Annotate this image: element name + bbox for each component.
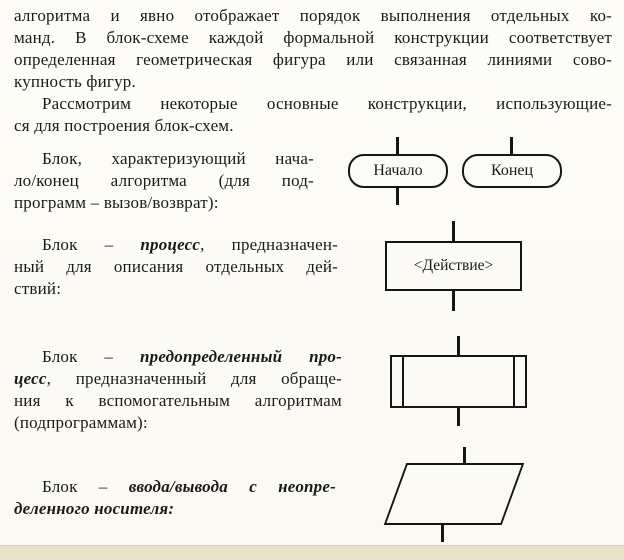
text-line: манд. В блок-схеме каждой формальной конструкции соответствует — [14, 28, 612, 47]
end-terminator-shape — [462, 154, 562, 188]
text-line — [14, 234, 338, 256]
connector-stub — [457, 408, 460, 426]
text-line: (подпрограммам): — [14, 413, 148, 432]
text-segment: процесс — [140, 235, 201, 254]
text-line: Блок, характеризующий нача- — [42, 149, 314, 168]
text-line: ный для описания отдельных дей- — [14, 257, 338, 276]
text-line: ния к вспомогательным алгоритмам — [14, 391, 342, 410]
text-segment: Блок – — [42, 477, 129, 496]
text-segment: ввода/вывода с неопре- — [128, 477, 336, 496]
connector-stub — [463, 447, 466, 463]
process-label: <Действие> — [413, 257, 494, 274]
connector-stub — [441, 525, 444, 542]
start-label: Начало — [373, 162, 423, 179]
end-label: Конец — [490, 162, 534, 179]
text-segment: , предназначен- — [200, 235, 338, 254]
connector-stub — [396, 137, 399, 154]
predefined-process-description — [14, 346, 342, 434]
intro-paragraph-1 — [14, 5, 612, 93]
text-line: ствий: — [14, 279, 62, 298]
text-segment: Блок – — [42, 347, 140, 366]
text-segment: цесс — [14, 369, 47, 388]
text-line — [14, 346, 342, 368]
text-line: Рассмотрим некоторые основные конструкции, использующие- — [42, 94, 612, 113]
io-block-description — [14, 476, 336, 520]
text-segment: , предназначенный для обраще- — [46, 369, 342, 388]
text-line: ся для построения блок-схем. — [14, 116, 234, 135]
text-line: программ – вызов/возврат): — [14, 193, 219, 212]
text-line — [14, 368, 342, 390]
connector-stub — [396, 188, 399, 205]
connector-stub — [452, 291, 455, 311]
predefined-process-shape — [390, 355, 527, 408]
text-line: купность фигур. — [14, 72, 136, 91]
text-line — [14, 476, 336, 498]
text-line: деленного носителя: — [14, 499, 175, 518]
connector-stub — [510, 137, 513, 154]
text-line: алгоритма и явно отображает порядок выполнения отдельных ко- — [14, 6, 612, 25]
text-line: ло/конец алгоритма (для под- — [14, 171, 314, 190]
io-parallelogram-shape — [384, 463, 525, 525]
predefined-side-bar — [402, 357, 404, 406]
connector-stub — [452, 221, 455, 241]
process-block-description — [14, 234, 338, 300]
predefined-side-bar — [513, 357, 515, 406]
text-line: определенная геометрическая фигура или связанная линиями сово- — [14, 50, 612, 69]
intro-paragraph-2 — [14, 93, 612, 137]
text-segment: предопределенный про- — [139, 347, 342, 366]
connector-stub — [457, 336, 460, 355]
process-shape — [385, 241, 522, 291]
terminator-block-description — [14, 148, 314, 214]
page-edge-strip — [0, 545, 624, 560]
start-terminator-shape — [348, 154, 448, 188]
text-segment: Блок – — [42, 235, 141, 254]
